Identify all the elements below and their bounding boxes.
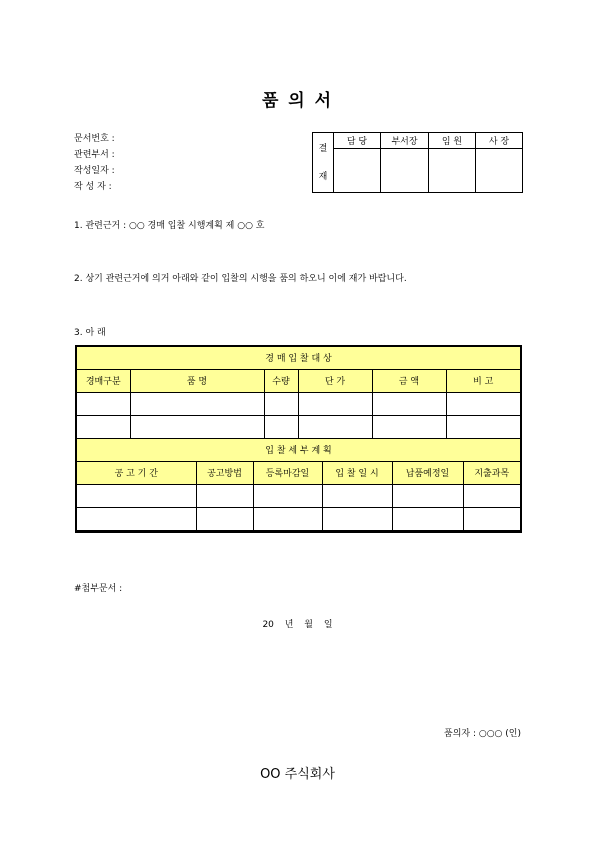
plan-header-bid-date: 입 찰 일 시 bbox=[322, 461, 392, 484]
bid-cell[interactable] bbox=[76, 415, 130, 438]
approval-table bbox=[312, 132, 523, 193]
bid-header-unit-price: 단 가 bbox=[298, 369, 372, 392]
author-label: 작 성 자 : bbox=[74, 182, 112, 192]
bid-cell[interactable] bbox=[264, 415, 298, 438]
approval-sign-cell[interactable] bbox=[476, 149, 523, 193]
doc-number-label: 문서번호 : bbox=[74, 134, 115, 144]
bid-cell[interactable] bbox=[130, 392, 264, 415]
item-basis: 1. 관련근거 : ○○ 경매 입찰 시행계획 제 ○○ 호 bbox=[74, 221, 265, 231]
plan-cell[interactable] bbox=[463, 507, 521, 530]
bid-section-title: 경 매 입 찰 대 상 bbox=[76, 346, 521, 369]
approval-sign-cell[interactable] bbox=[429, 149, 476, 193]
company-name: OO 주식회사 bbox=[260, 767, 335, 782]
plan-header-period: 공 고 기 간 bbox=[76, 461, 196, 484]
document-title: 품 의 서 bbox=[261, 91, 334, 111]
approval-header-manager: 부서장 bbox=[381, 133, 429, 149]
plan-cell[interactable] bbox=[392, 484, 463, 507]
approval-sign-cell[interactable] bbox=[381, 149, 429, 193]
approval-sign-cell[interactable] bbox=[334, 149, 381, 193]
plan-header-expense: 지출과목 bbox=[463, 461, 521, 484]
bid-cell[interactable] bbox=[130, 415, 264, 438]
approval-header-executive: 임 원 bbox=[429, 133, 476, 149]
bid-header-qty: 수량 bbox=[264, 369, 298, 392]
approval-header-president: 사 장 bbox=[476, 133, 523, 149]
plan-header-method: 공고방법 bbox=[196, 461, 253, 484]
plan-cell[interactable] bbox=[196, 484, 253, 507]
bid-header-note: 비 고 bbox=[446, 369, 521, 392]
plan-cell[interactable] bbox=[196, 507, 253, 530]
bid-cell[interactable] bbox=[372, 415, 446, 438]
plan-cell[interactable] bbox=[253, 507, 322, 530]
bid-cell[interactable] bbox=[446, 415, 521, 438]
approval-side-label: 결 재 bbox=[313, 133, 334, 193]
plan-header-deadline: 등록마감일 bbox=[253, 461, 322, 484]
plan-cell[interactable] bbox=[76, 507, 196, 530]
bid-cell[interactable] bbox=[298, 415, 372, 438]
item-request: 2. 상기 관련근거에 의거 아래와 같이 입찰의 시행을 품의 하오니 이에 재가 바랍니다. bbox=[74, 274, 407, 284]
created-date-label: 작성일자 : bbox=[74, 166, 115, 176]
date-line: 20 년 월 일 bbox=[262, 620, 333, 630]
bid-cell[interactable] bbox=[264, 392, 298, 415]
bid-cell[interactable] bbox=[76, 392, 130, 415]
document-meta bbox=[74, 131, 115, 195]
bid-cell[interactable] bbox=[446, 392, 521, 415]
drafter-line: 품의자 : ○○○ (인) bbox=[444, 729, 521, 739]
bid-header-amount: 금 액 bbox=[372, 369, 446, 392]
plan-cell[interactable] bbox=[392, 507, 463, 530]
bid-cell[interactable] bbox=[372, 392, 446, 415]
approval-header-staff: 담 당 bbox=[334, 133, 381, 149]
attachment-label: #첨부문서 : bbox=[74, 584, 123, 594]
plan-cell[interactable] bbox=[322, 484, 392, 507]
plan-cell[interactable] bbox=[76, 484, 196, 507]
bid-plan-title: 입 찰 세 부 계 획 bbox=[76, 438, 521, 461]
bid-cell[interactable] bbox=[298, 392, 372, 415]
plan-cell[interactable] bbox=[253, 484, 322, 507]
plan-cell[interactable] bbox=[322, 507, 392, 530]
related-dept-label: 관련부서 : bbox=[74, 150, 115, 160]
plan-cell[interactable] bbox=[463, 484, 521, 507]
bid-header-item: 품 명 bbox=[130, 369, 264, 392]
item-below: 3. 아 래 bbox=[74, 328, 106, 338]
plan-header-delivery: 납품예정일 bbox=[392, 461, 463, 484]
bid-table bbox=[75, 345, 522, 533]
bid-header-type: 경매구분 bbox=[76, 369, 130, 392]
